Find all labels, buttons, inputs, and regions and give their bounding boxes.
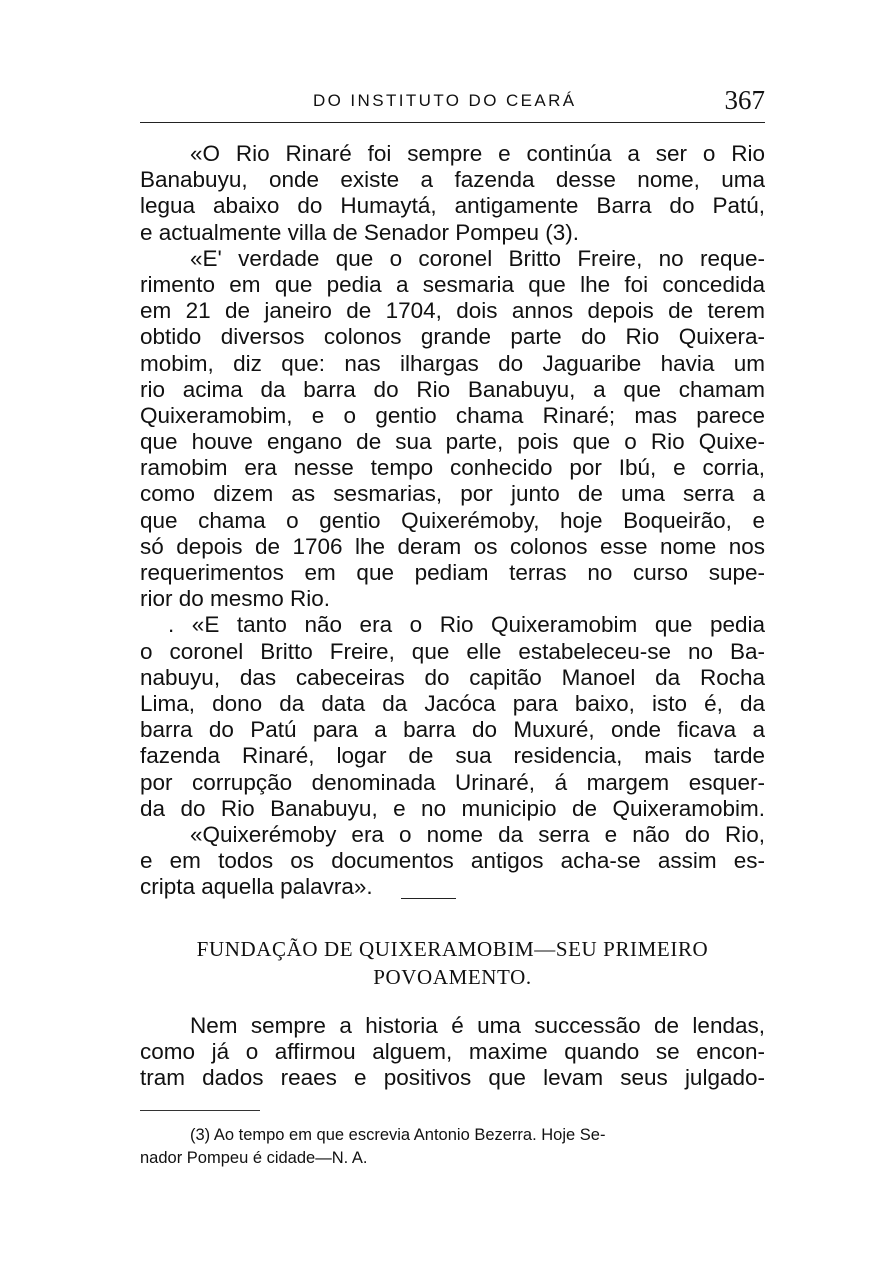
text-line: . «E tanto não era o Rio Quixeramobim que pedia	[168, 612, 765, 638]
text-line: por corrupção denominada Urinaré, á margem esquer-	[140, 769, 765, 795]
text-line: como dizem as sesmarias, por junto de uma serra a	[140, 481, 765, 507]
text-line: rior do mesmo Rio.	[140, 586, 331, 612]
text-line: legua abaixo do Humaytá, antigamente Barra do Patú,	[140, 193, 765, 219]
running-head	[140, 85, 765, 123]
text-line: e actualmente villa de Senador Pompeu (3).	[140, 219, 580, 245]
text-line: e em todos os documentos antigos acha-se assim es-	[140, 848, 765, 874]
text-line: Quixeramobim, e o gentio chama Rinaré; mas parece	[140, 402, 765, 428]
footnotes	[140, 1124, 765, 1170]
text-line: como já o affirmou alguem, maxime quando se encon-	[140, 1039, 765, 1065]
text-line: rimento em que pedia a sesmaria que lhe foi concedida	[140, 271, 765, 297]
footnote-line: nador Pompeu é cidade—N. A.	[140, 1149, 368, 1167]
text-line: rio acima da barra do Rio Banabuyu, a que chamam	[140, 376, 765, 402]
text-line: nabuyu, das cabeceiras do capitão Manoel da Rocha	[140, 664, 765, 690]
text-line: tram dados reaes e positivos que levam seus julgado-	[140, 1065, 765, 1091]
text-line: da do Rio Banabuyu, e no municipio de Quixeramobim.	[140, 795, 765, 821]
text-line: que houve engano de sua parte, pois que o Rio Quixe-	[140, 429, 765, 455]
main-text	[140, 141, 765, 900]
text-line: ramobim era nesse tempo conhecido por Ibú, e corria,	[140, 455, 765, 481]
text-line: «Quixerémoby era o nome da serra e não do Rio,	[190, 821, 765, 847]
footnote-divider	[140, 1110, 260, 1111]
text-line: «O Rio Rinaré foi sempre e continúa a ser o Rio	[190, 141, 765, 166]
text-line: em 21 de janeiro de 1704, dois annos depois de terem	[140, 298, 765, 324]
text-line: Banabuyu, onde existe a fazenda desse nome, uma	[140, 167, 765, 193]
section-title-line: POVOAMENTO.	[373, 965, 532, 989]
text-line: Nem sempre a historia é uma successão de lendas,	[190, 1013, 765, 1038]
text-line: só depois de 1706 lhe deram os colonos esse nome nos	[140, 533, 765, 559]
closing-text: cripta aquella palavra».	[140, 874, 373, 900]
text-line: «E' verdade que o coronel Britto Freire, no reque-	[190, 245, 765, 271]
page-number: 367	[724, 85, 765, 115]
section-title-line: FUNDAÇÃO DE QUIXERAMOBIM—SEU PRIMEIRO	[196, 937, 709, 961]
text-line: que chama o gentio Quixerémoby, hoje Boqueirão, e	[140, 507, 765, 533]
closing-rule	[401, 898, 456, 899]
section-text	[140, 1013, 765, 1092]
text-line: Lima, dono da data da Jacóca para baixo, isto é, da	[140, 690, 765, 716]
text-line: o coronel Britto Freire, que elle estabeleceu-se no Ba-	[140, 638, 765, 664]
section-title	[140, 935, 765, 991]
text-line: requerimentos em que pediam terras no curso supe-	[140, 560, 765, 585]
footnote-line: (3) Ao tempo em que escrevia Antonio Bezerra. Hoje Se-	[190, 1126, 606, 1144]
text-line-last	[140, 874, 765, 900]
running-title: DO INSTITUTO DO CEARÁ	[313, 91, 577, 110]
text-line: obtido diversos colonos grande parte do Rio Quixera-	[140, 324, 765, 350]
text-line: barra do Patú para a barra do Muxuré, onde ficava a	[140, 717, 765, 743]
text-line: fazenda Rinaré, logar de sua residencia, mais tarde	[140, 743, 765, 769]
text-line: mobim, diz que: nas ilhargas do Jaguaribe havia um	[140, 350, 765, 376]
